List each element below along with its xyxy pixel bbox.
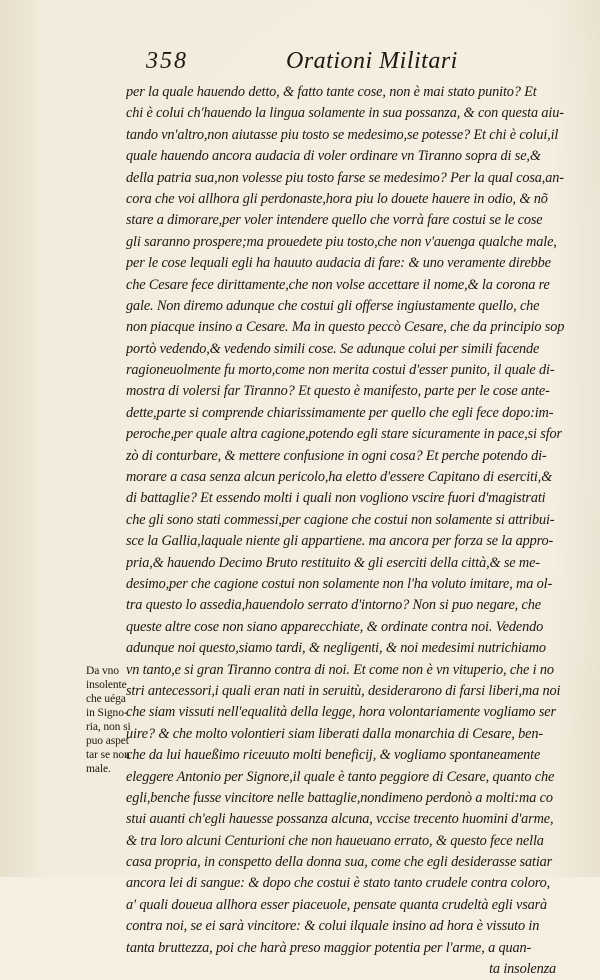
page-header <box>146 48 586 78</box>
text-line: che siam vissuti nell'equalità della legge, hora volontariamente vogliamo ser <box>126 704 556 721</box>
text-line: & tra loro alcuni Centurioni che non haueuano errato, & questo fece nella <box>126 832 544 849</box>
margin-note-line: ria, non si <box>86 721 131 733</box>
text-line: sce la Gallia,laquale niente gli appartiene. ma ancora per forza se la appro- <box>126 533 554 550</box>
text-line: che da lui haueßimo riceuuto molti beneficij, & vogliamo spontaneamente <box>126 747 541 764</box>
text-line: ragioneuolmente fu morto,come non merita costui d'esser punito, il quale di- <box>126 362 555 379</box>
text-line: mostra di volersi far Tiranno? Et questo è manifesto, parte per le cose ante- <box>126 383 550 400</box>
text-line: che Cesare fece dirittamente,che non volse accettare il nome,& la corona re <box>126 276 550 293</box>
text-line: cora che voi allhora gli perdonaste,hora piu lo douete hauere in odio, & nõ <box>126 190 548 207</box>
text-line: a' quali doueua allhora esser piaceuole, pensate quanta crudeltà egli vsarà <box>126 896 548 913</box>
text-line: non piacque insino a Cesare. Ma in questo peccò Cesare, che da principio sop <box>126 319 565 336</box>
text-line: che gli sono stati commessi,per cagione che costui non solamente si attribui- <box>126 511 555 528</box>
margin-note-line: in Signo- <box>86 707 128 719</box>
text-line: di battaglie? Et essendo molti i quali non vogliono vscire fuori d'magistrati <box>126 490 546 507</box>
text-line: tra questo lo assedia,hauendolo serrato d'intorno? Non si puo negare, che <box>126 597 541 614</box>
text-line: ancora lei di sangue: & dopo che costui è stato tanto crudele contra coloro, <box>126 875 551 892</box>
text-line: per la quale hauendo detto, & fatto tante cose, non è mai stato punito? Et <box>126 84 537 100</box>
text-line: adunque noi questo,siamo tardi, & negligenti, & noi medesimi nutrichiamo <box>126 640 546 657</box>
text-line: pria,& hauendo Decimo Bruto restituito & gli eserciti della città,& se me- <box>126 554 540 571</box>
text-line: quale hauendo ancora audacia di voler ordinare vn Tiranno sopra di se,& <box>126 148 541 165</box>
text-line: tanta bruttezza, poi che harà preso maggior potentia per l'arme, a quan- <box>126 939 532 956</box>
text-line: uire? & che molto volontieri siam liberati dalla monarchia di Cesare, ben- <box>126 725 543 742</box>
text-line: casa propria, in conspetto della donna sua, come che egli desiderasse satiar <box>126 854 553 871</box>
text-line: stare a dimorare,per voler intendere quello che vorrà fare costui se le cose <box>126 212 543 229</box>
margin-note-line: insolente <box>86 679 127 691</box>
text-line: gale. Non diremo adunque che costui gli offerse ingiustamente quello, che <box>126 297 540 314</box>
text-line: della patria sua,non volesse piu tosto farse se medesimo? Per la qual cosa,an- <box>126 169 564 186</box>
page-number: 358 <box>146 48 188 74</box>
text-line: morare a casa senza alcun pericolo,ha eletto d'essere Capitano di eserciti,& <box>126 469 553 486</box>
margin-note <box>86 664 132 776</box>
text-line: per le cose lequali egli ha hauuto audacia di fare: & uno veramente direbbe <box>126 255 551 272</box>
margin-note-line: male. <box>86 763 111 775</box>
margin-note-line: tar se non <box>86 749 130 761</box>
text-line: portò vedendo,& vedendo simili cose. Se adunque colui per simili facende <box>126 340 540 357</box>
body-text <box>126 82 582 980</box>
text-line: chi è colui ch'hauendo la lingua solamente in sua possanza, & con questa aiu- <box>126 105 564 122</box>
text-line: gli saranno prospere;ma prouedete piu tosto,che non v'auenga qualche male, <box>126 233 557 250</box>
margin-note-line: che uéga <box>86 693 126 705</box>
text-line: vn tanto,e si gran Tiranno contra di noi. Et come non è vn vituperio, che i no <box>126 661 554 678</box>
text-line: desimo,per che cagione costui non solamente non l'ha voluto imitare, ma ol- <box>126 575 553 592</box>
text-line: egli,benche fusse vincitore nelle battaglie,nondimeno perdonò a molti:ma co <box>126 789 553 806</box>
margin-note-line: puo aspet <box>86 735 129 747</box>
text-line: tando vn'altro,non aiutasse piu tosto se medesimo,se potesse? Et chi è colui,il <box>126 126 559 143</box>
margin-note-line: Da vno <box>86 665 119 677</box>
text-line: ta insolenza <box>489 961 556 978</box>
text-line: queste altre cose non siano apparecchiate, & ordinate contra noi. Vedendo <box>126 618 544 635</box>
text-line: contra noi, se ei sarà vincitore: & colui ilquale insino ad hora è vissuto in <box>126 918 540 935</box>
text-line: eleggere Antonio per Signore,il quale è tanto peggiore di Cesare, quanto che <box>126 768 555 785</box>
text-line: stui auanti ch'egli hauesse possanza alcuna, vccise trecento huomini d'arme, <box>126 811 554 828</box>
text-line: stri antecessori,i quali eran nati in seruitù, desiderarono di farsi liberi,ma noi <box>126 682 561 699</box>
running-title: Orationi Militari <box>286 48 458 74</box>
text-line: peroche,per quale altra cagione,potendo egli stare sicuramente in pace,si sfor <box>126 426 562 443</box>
text-line: dette,parte si comprende chiarissimamente per quello che egli fece dopo:im- <box>126 404 554 421</box>
text-line: zò di conturbare, & mettere confusione in ogni cosa? Et perche potendo di- <box>126 447 547 464</box>
